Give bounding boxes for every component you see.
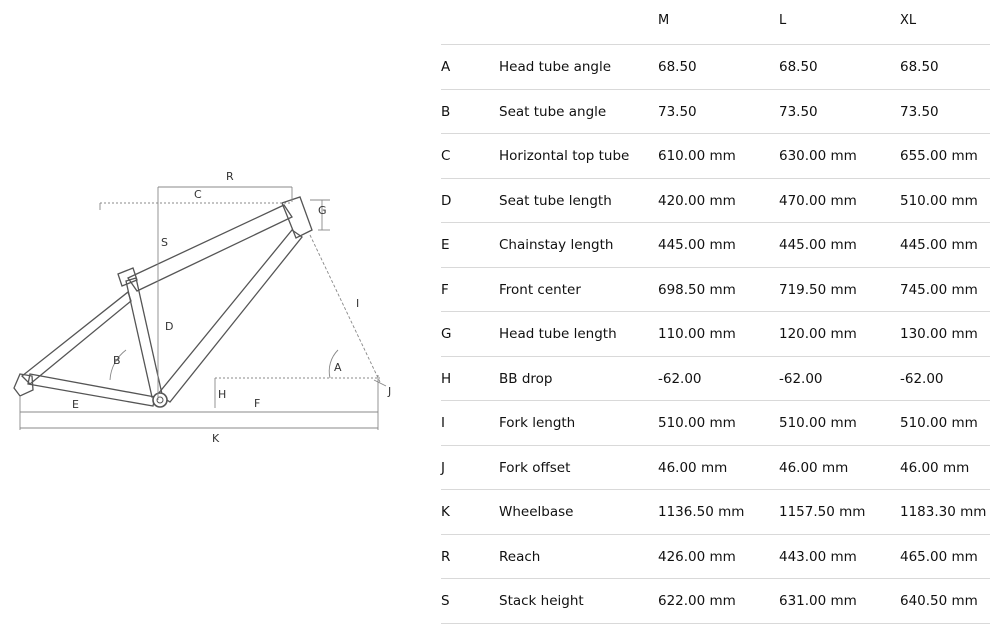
value-l: 631.00 mm — [779, 593, 857, 609]
row-letter: D — [441, 192, 452, 209]
label-h: H — [218, 388, 227, 401]
value-l: 68.50 — [779, 59, 818, 75]
size-m-header: M — [658, 13, 670, 28]
label-b: B — [113, 354, 121, 367]
value-xl: 68.50 — [900, 59, 939, 75]
label-r: R — [226, 170, 234, 183]
row-name: Fork length — [499, 415, 576, 431]
size-l-header: L — [779, 13, 787, 28]
table-row — [441, 134, 990, 179]
row-name: BB drop — [499, 370, 553, 387]
value-m: 445.00 mm — [658, 237, 736, 253]
row-letter: G — [441, 326, 452, 342]
value-m: 110.00 mm — [658, 326, 736, 342]
row-letter: S — [441, 593, 450, 609]
geometry-table — [441, 0, 990, 624]
row-letter: B — [441, 103, 451, 120]
value-l: 719.50 mm — [779, 281, 857, 298]
value-xl: 655.00 mm — [900, 148, 978, 164]
table-row — [441, 45, 990, 90]
value-l: 73.50 — [779, 103, 818, 120]
row-name: Front center — [499, 281, 581, 298]
table-header — [441, 0, 990, 45]
value-m: 510.00 mm — [658, 415, 736, 431]
value-m: 68.50 — [658, 59, 697, 75]
label-d: D — [165, 320, 174, 333]
row-name: Horizontal top tube — [499, 148, 630, 164]
label-s: S — [161, 236, 168, 249]
value-l: 510.00 mm — [779, 415, 857, 431]
value-xl: 745.00 mm — [900, 281, 978, 298]
label-f: F — [254, 397, 261, 410]
row-letter: K — [441, 504, 450, 520]
value-xl: 46.00 mm — [900, 459, 970, 476]
table-row — [441, 579, 990, 624]
row-name: Head tube angle — [499, 59, 612, 75]
value-m: 46.00 mm — [658, 459, 728, 476]
value-xl: 73.50 — [900, 103, 939, 120]
table-row — [441, 490, 990, 535]
value-m: 698.50 mm — [658, 281, 736, 298]
table-row — [441, 179, 990, 224]
value-l: 470.00 mm — [779, 192, 857, 209]
value-l: 630.00 mm — [779, 148, 857, 164]
row-letter: I — [441, 415, 445, 431]
label-k: K — [212, 432, 220, 445]
label-e: E — [72, 398, 79, 411]
dimension-lines — [20, 187, 386, 430]
row-letter: H — [441, 370, 452, 387]
value-xl: 510.00 mm — [900, 415, 978, 431]
row-name: Chainstay length — [499, 237, 614, 253]
row-letter: J — [441, 459, 445, 476]
row-name: Wheelbase — [499, 504, 574, 520]
table-row — [441, 312, 990, 357]
value-xl: 1183.30 mm — [900, 504, 987, 520]
value-xl: -62.00 — [900, 370, 944, 387]
row-name: Seat tube length — [499, 192, 612, 209]
frame-geometry-diagram — [0, 150, 440, 450]
label-a: A — [334, 361, 342, 374]
value-m: 610.00 mm — [658, 148, 736, 164]
bottom-bracket — [153, 393, 167, 407]
label-j: J — [388, 385, 392, 398]
row-name: Seat tube angle — [499, 103, 607, 120]
value-m: 426.00 mm — [658, 548, 736, 565]
row-name: Stack height — [499, 593, 584, 609]
value-xl: 510.00 mm — [900, 192, 978, 209]
row-letter: R — [441, 548, 451, 565]
row-letter: E — [441, 237, 450, 253]
row-letter: F — [441, 281, 449, 298]
value-l: 443.00 mm — [779, 548, 857, 565]
table-row — [441, 268, 990, 313]
value-l: -62.00 — [779, 370, 823, 387]
table-row — [441, 401, 990, 446]
row-name: Reach — [499, 548, 541, 565]
table-row — [441, 446, 990, 491]
value-m: 73.50 — [658, 103, 697, 120]
value-xl: 465.00 mm — [900, 548, 978, 565]
table-row — [441, 535, 990, 580]
value-l: 1157.50 mm — [779, 504, 866, 520]
size-xl-header: XL — [900, 13, 917, 28]
value-m: 420.00 mm — [658, 192, 736, 209]
value-m: 1136.50 mm — [658, 504, 745, 520]
value-xl: 130.00 mm — [900, 326, 978, 342]
table-row — [441, 223, 990, 268]
row-letter: A — [441, 59, 451, 75]
value-m: 622.00 mm — [658, 593, 736, 609]
row-name: Head tube length — [499, 326, 617, 342]
value-m: -62.00 — [658, 370, 702, 387]
value-l: 445.00 mm — [779, 237, 857, 253]
row-name: Fork offset — [499, 459, 571, 476]
frame-outline — [14, 197, 312, 406]
label-g: G — [318, 204, 327, 217]
table-row — [441, 90, 990, 135]
value-xl: 640.50 mm — [900, 593, 978, 609]
value-l: 120.00 mm — [779, 326, 857, 342]
value-xl: 445.00 mm — [900, 237, 978, 253]
table-body — [441, 45, 990, 624]
table-row — [441, 357, 990, 402]
label-i: I — [356, 297, 360, 310]
label-c: C — [194, 188, 202, 201]
value-l: 46.00 mm — [779, 459, 849, 476]
row-letter: C — [441, 148, 451, 164]
